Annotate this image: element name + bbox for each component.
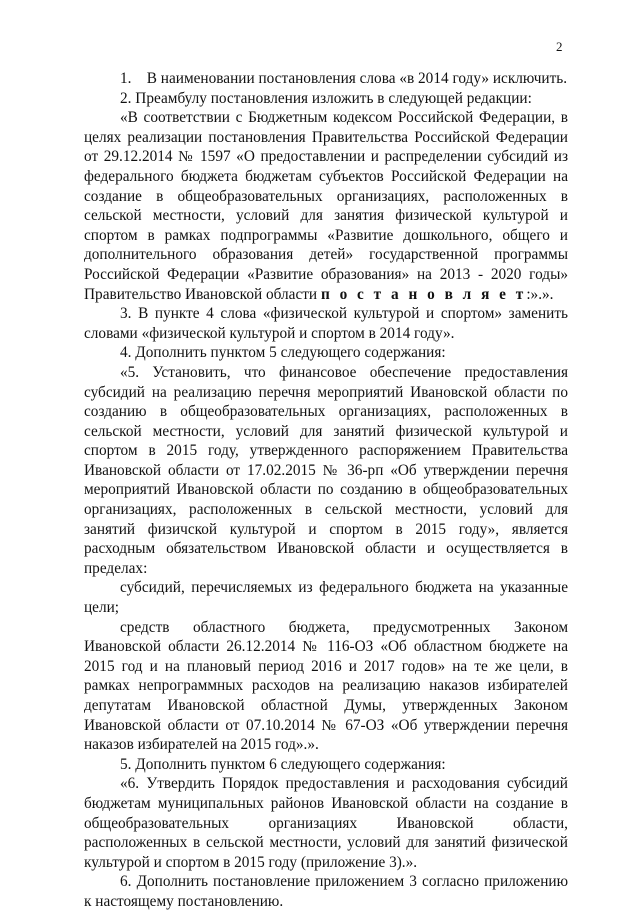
page-number: 2 [556,39,563,54]
paragraph-item-6: 6. Дополнить постановление приложением 3 согласно приложению к настоящему постановлению. [84,873,568,910]
paragraph-point-6-text: «6. Утвердить Порядок предоставления и расходования субсидий бюджетам муниципальных районов Ивановской области на создание в общеобразовательных организациях Ивановской области, расположенных в сельской местности, условий для занятий физической культурой и спортом в 2015 году (приложение 3).». [84,775,568,871]
paragraph-item-4: 4. Дополнить пунктом 5 следующего содержания: [120,344,446,362]
paragraph-item-5: 5. Дополнить пунктом 6 следующего содержания: [120,755,446,773]
paragraph-point-5-text: «5. Установить, что финансовое обеспечение предоставления субсидий на реализацию перечня мероприятий Ивановской области по созданию в общеобразовательных организациях, расположенных в сельской местности, условий для занятий физической культурой и спортом в 2015 году, утвержденного распоряжением Правительства Ивановской области от 17.02.2015 № 36-рп «Об утверждении перечня мероприятий Ивановской области по созданию в общеобразовательных организациях, расположенных в сельской местности, условий для занятий физичской культурой и спортом в 2015 году», является расходным обязательством Ивановской области и осуществляется в пределах: [84,363,568,577]
paragraph-item-3: 3. В пункте 4 слова «физической культурой и спортом» заменить словами «физической культурой и спортом в 2014 году». [84,305,568,342]
paragraph-item-1: 1. В наименовании постановления слова «в 2014 году» исключить. [120,70,568,87]
preamble-decree-word: п о с т а н о в л я е т [320,285,527,303]
paragraph-item-2: 2. Преамбулу постановления изложить в следующей редакции: [120,89,532,107]
preamble-ending: :».». [526,285,554,303]
paragraph-subsidies: субсидий, перечисляемых из федерального бюджета на указанные цели; [84,579,568,617]
document-body [84,69,568,912]
paragraph-preamble-text [84,108,568,304]
preamble-text: «В соответствии с Бюджетным кодексом Российской Федерации, в целях реализации постановления Правительства Российской Федерации от 29.12.2014 № 1597 «О предоставлении и распределении субсидий из федерального бюджета бюджетам субъектов Российской Федерации на создание в общеобразовательных организациях, расположенных в сельской местности, условий для занятия физической культурой и спортом в рамках подпрограммы «Развитие дошкольного, общего и дополнительного образования детей» государственной программы Российской Федерации «Развитие образования» на 2013 - 2020 годы» Правительство Ивановской области [84,109,568,303]
paragraph-regional-funds: средств областного бюджета, предусмотренных Законом Ивановской области 26.12.2014 № 116-ОЗ «Об областном бюджете на 2015 год и на плановый период 2016 и 2017 годов» на те же цели, в рамках непрограммных расходов на реализацию наказов избирателей депутатам Ивановской областной Думы, утвержденных Законом Ивановской области от 07.10.2014 № 67-ОЗ «Об утверждении перечня наказов избирателей на 2015 год».». [84,618,568,754]
